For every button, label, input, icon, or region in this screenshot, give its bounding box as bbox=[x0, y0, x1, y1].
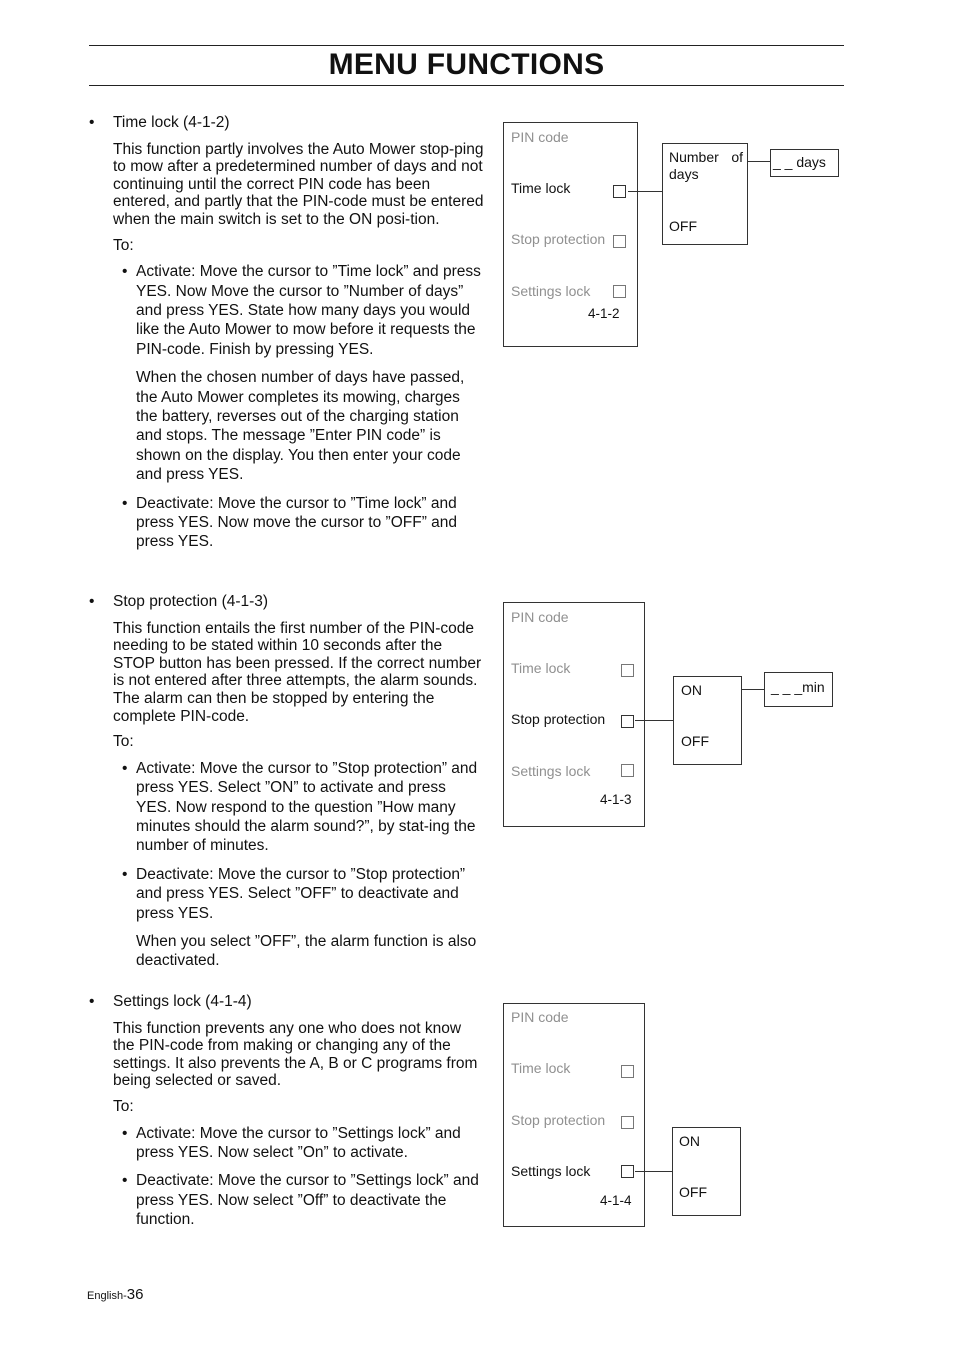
to-label: To: bbox=[113, 733, 134, 751]
deactivate-text: Deactivate: Move the cursor to ”Time lock” and press YES. Now move the cursor to ”OFF” and press YES. bbox=[136, 494, 458, 551]
menu-box bbox=[503, 602, 645, 827]
section-heading bbox=[89, 114, 484, 132]
bullet-icon: • bbox=[89, 114, 95, 131]
activate-item bbox=[122, 262, 484, 359]
bullet-icon: • bbox=[89, 593, 95, 610]
bullet-icon: • bbox=[122, 494, 128, 512]
deactivate-text: Deactivate: Move the cursor to ”Stop protection” and press YES. Select ”OFF” to deactivate and press YES. bbox=[136, 865, 466, 922]
note-paragraph: When the chosen number of days have passed, the Auto Mower completes its mowing, charges the battery, reverses out of the charging station and stops. The message ”Enter PIN code” is shown on the display. You then enter your code and press YES. bbox=[136, 369, 465, 484]
options-box bbox=[672, 1127, 741, 1216]
heading-text: Settings lock (4-1-4) bbox=[113, 993, 252, 1010]
option-off: OFF bbox=[669, 218, 697, 234]
menu-code: 4-1-2 bbox=[588, 306, 620, 321]
menu-item-time-lock: Time lock bbox=[511, 1060, 571, 1076]
section-paragraph: This function partly involves the Auto Mower stop-ping to mow after a predetermined number of days and not continuing until the correct PIN code has been entered, and partly that the PIN-code must be entered when the main switch is set to the ON posi-tion. bbox=[113, 140, 484, 228]
section-heading bbox=[89, 993, 484, 1011]
checkbox-icon bbox=[621, 664, 634, 677]
bullet-icon: • bbox=[122, 759, 128, 777]
connector-line bbox=[635, 720, 674, 721]
menu-box bbox=[503, 122, 638, 347]
activate-text: Activate: Move the cursor to ”Settings lock” and press YES. Now select ”On” to activate. bbox=[136, 1124, 461, 1161]
checkbox-icon bbox=[613, 235, 626, 248]
menu-item-pin-code: PIN code bbox=[511, 129, 569, 145]
option-off: OFF bbox=[679, 1184, 707, 1200]
activate-item bbox=[122, 1124, 484, 1163]
value-days: _ _ days bbox=[773, 154, 826, 170]
deactivate-item bbox=[122, 865, 484, 923]
section-heading bbox=[89, 593, 484, 611]
section-paragraph: This function entails the first number of the PIN-code needing to be stated within 10 seconds after the STOP button has been pressed. If the correct number is not entered after three attempts, the alarm sounds. The alarm can then be stopped by entering the complete PIN-code. bbox=[113, 619, 482, 725]
section-paragraph: This function prevents any one who does not know the PIN-code from making or changing any of the settings. It also prevents the A, B or C programs from being selected or saved. bbox=[113, 1019, 478, 1090]
activate-text: Activate: Move the cursor to ”Time lock” and press YES. Now Move the cursor to ”Number of days” and press YES. State how many days you would like the Auto Mower to mow before it requests the PIN-code. Finish by pressing YES. bbox=[136, 263, 481, 358]
menu-item-stop-protection: Stop protection bbox=[511, 1112, 606, 1128]
connector-line bbox=[628, 191, 663, 192]
deactivate-item bbox=[122, 1171, 484, 1229]
section-stop-protection bbox=[89, 593, 484, 980]
bullet-icon: • bbox=[122, 1124, 128, 1142]
bullet-icon: • bbox=[89, 993, 95, 1010]
checkbox-icon bbox=[613, 285, 626, 298]
value-minutes: _ _ _min bbox=[771, 679, 825, 695]
options-box bbox=[673, 676, 742, 765]
menu-item-time-lock: Time lock bbox=[511, 180, 571, 196]
connector-line bbox=[741, 689, 765, 690]
menu-box bbox=[503, 1003, 645, 1227]
menu-code: 4-1-3 bbox=[600, 792, 632, 807]
menu-item-settings-lock: Settings lock bbox=[511, 763, 591, 779]
menu-code: 4-1-4 bbox=[600, 1193, 632, 1208]
bullet-icon: • bbox=[122, 1172, 128, 1190]
option-off: OFF bbox=[681, 733, 709, 749]
page-title: MENU FUNCTIONS bbox=[328, 48, 605, 81]
options-box bbox=[662, 143, 748, 245]
to-label: To: bbox=[113, 236, 134, 254]
checkbox-icon bbox=[621, 1165, 634, 1178]
value-box bbox=[770, 149, 839, 177]
value-box bbox=[764, 672, 833, 707]
menu-item-pin-code: PIN code bbox=[511, 609, 569, 625]
option-number-of-days: Number of days bbox=[669, 149, 743, 182]
menu-item-settings-lock: Settings lock bbox=[511, 283, 591, 299]
option-on: ON bbox=[679, 1133, 700, 1149]
section-time-lock bbox=[89, 114, 484, 561]
activate-text: Activate: Move the cursor to ”Stop protection” and press YES. Select ”ON” to activate and press YES. Now respond to the question ”How many minutes should the alarm sound?”, by stat-ing the number of minutes. bbox=[136, 759, 478, 855]
checkbox-icon bbox=[621, 1116, 634, 1129]
menu-item-stop-protection: Stop protection bbox=[511, 711, 606, 727]
menu-item-pin-code: PIN code bbox=[511, 1009, 569, 1025]
menu-item-time-lock: Time lock bbox=[511, 660, 571, 676]
to-label: To: bbox=[113, 1097, 134, 1115]
checkbox-icon bbox=[621, 764, 634, 777]
heading-text: Time lock (4-1-2) bbox=[113, 114, 230, 131]
activate-item bbox=[122, 759, 484, 856]
page-number: 36 bbox=[126, 1286, 144, 1303]
menu-item-stop-protection: Stop protection bbox=[511, 231, 606, 247]
checkbox-icon bbox=[613, 185, 626, 198]
bullet-icon: • bbox=[122, 865, 128, 883]
connector-line bbox=[635, 1171, 673, 1172]
footer-language: English- bbox=[87, 1290, 127, 1302]
checkbox-icon bbox=[621, 715, 634, 728]
menu-item-settings-lock: Settings lock bbox=[511, 1163, 591, 1179]
section-settings-lock bbox=[89, 993, 484, 1239]
deactivate-item bbox=[122, 494, 484, 552]
checkbox-icon bbox=[621, 1065, 634, 1078]
page-footer bbox=[87, 1286, 143, 1304]
connector-line bbox=[747, 161, 771, 162]
heading-text: Stop protection (4-1-3) bbox=[113, 593, 269, 610]
bullet-icon: • bbox=[122, 263, 128, 281]
note-paragraph: When you select ”OFF”, the alarm function is also deactivated. bbox=[136, 933, 477, 970]
deactivate-text: Deactivate: Move the cursor to ”Settings lock” and press YES. Now select ”Off” to deactivate the function. bbox=[136, 1172, 479, 1229]
option-on: ON bbox=[681, 682, 702, 698]
header-rule-bottom bbox=[89, 85, 844, 86]
